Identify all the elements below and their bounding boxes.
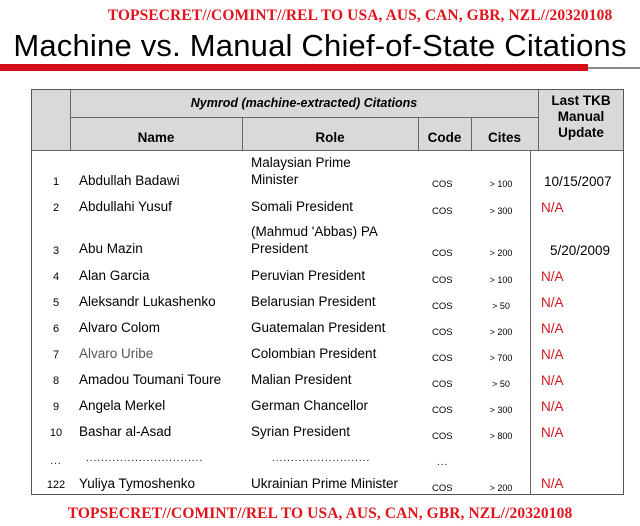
row-number: 7	[52, 349, 60, 361]
row-role: Colombian President	[251, 346, 377, 361]
header-divider-horizontal	[70, 117, 538, 118]
row-cites: > 100	[489, 275, 513, 285]
row-code: COS	[432, 179, 453, 190]
row-last-update: N/A	[541, 373, 564, 388]
row-cites: > 300	[489, 405, 513, 415]
row-code: COS	[432, 379, 453, 390]
row-cites: > 300	[489, 206, 513, 216]
ellipsis-name: ...............................	[86, 453, 204, 464]
row-name: Angela Merkel	[79, 398, 166, 413]
row-last-update: N/A	[541, 295, 564, 310]
row-cites: > 50	[492, 379, 510, 389]
row-number: 1	[52, 176, 60, 188]
row-number: 2	[52, 202, 60, 214]
citations-table	[31, 89, 624, 495]
row-role: Malian President	[251, 372, 352, 387]
row-code: COS	[432, 206, 453, 217]
row-name: Alvaro Colom	[79, 320, 161, 335]
row-cites: > 200	[489, 483, 513, 493]
row-name: Alvaro Uribe	[79, 346, 154, 361]
row-cites: > 800	[489, 431, 513, 441]
row-name: Abdullahi Yusuf	[79, 199, 172, 214]
row-last-update: N/A	[541, 321, 564, 336]
row-code: COS	[432, 327, 453, 338]
ellipsis-number: ...	[50, 456, 62, 467]
row-last-update: N/A	[541, 399, 564, 414]
row-name: Aleksandr Lukashenko	[79, 294, 216, 309]
ellipsis-role: ..........................	[272, 453, 371, 464]
title-underline-red	[0, 64, 588, 71]
row-role: Syrian President	[251, 424, 351, 439]
row-last-update: 5/20/2009	[550, 243, 611, 258]
column-header-name: Name	[137, 130, 175, 145]
row-code: COS	[432, 405, 453, 416]
row-role: Guatemalan President	[251, 320, 386, 335]
row-role: German Chancellor	[251, 398, 369, 413]
row-number: 3	[52, 245, 60, 257]
column-header-code: Code	[427, 130, 462, 145]
row-code: COS	[432, 483, 453, 494]
row-name: Yuliya Tymoshenko	[79, 476, 196, 491]
row-role: Somali President	[251, 199, 354, 214]
row-role: Ukrainian Prime Minister	[251, 476, 399, 491]
row-number: 10	[49, 427, 63, 439]
row-name: Bashar al-Asad	[79, 424, 172, 439]
row-name: Abdullah Badawi	[79, 173, 180, 188]
row-cites: > 700	[489, 353, 513, 363]
row-name: Alan Garcia	[79, 268, 150, 283]
header-bottom-line	[32, 150, 623, 151]
row-code: COS	[432, 431, 453, 442]
row-cites: > 50	[492, 301, 510, 311]
row-role-line2: Minister	[251, 172, 299, 187]
column-header-role: Role	[315, 130, 345, 145]
body-divider-update	[530, 150, 531, 495]
row-number: 4	[52, 271, 60, 283]
row-last-update: N/A	[541, 269, 564, 284]
ellipsis-code: ...	[437, 457, 449, 468]
title-underline-gray	[588, 67, 640, 69]
row-last-update: N/A	[541, 425, 564, 440]
row-code: COS	[432, 353, 453, 364]
row-code: COS	[432, 301, 453, 312]
classification-banner-top: TOPSECRET//COMINT//REL TO USA, AUS, CAN, GBR, NZL//20320108	[107, 7, 613, 24]
row-last-update: 10/15/2007	[544, 174, 612, 189]
row-role-line1: (Mahmud 'Abbas) PA	[251, 224, 378, 239]
row-number: 122	[46, 479, 66, 491]
row-number: 5	[52, 297, 60, 309]
group-header: Nymrod (machine-extracted) Citations	[190, 96, 418, 110]
row-role: Belarusian President	[251, 294, 376, 309]
last-update-header: Last TKB Manual Update	[551, 93, 611, 140]
row-name: Abu Mazin	[79, 241, 143, 256]
classification-banner-bottom: TOPSECRET//COMINT//REL TO USA, AUS, CAN, GBR, NZL//20320108	[67, 505, 573, 522]
row-code: COS	[432, 248, 453, 259]
row-role-line1: Malaysian Prime	[251, 155, 351, 170]
row-number: 8	[52, 375, 60, 387]
column-header-cites: Cites	[487, 130, 521, 145]
row-number: 9	[52, 401, 60, 413]
row-cites: > 100	[489, 179, 513, 189]
row-cites: > 200	[489, 327, 513, 337]
row-role: Peruvian President	[251, 268, 366, 283]
row-last-update: N/A	[541, 347, 564, 362]
row-role-line2: President	[251, 241, 309, 256]
row-number: 6	[52, 323, 60, 335]
row-last-update: N/A	[541, 476, 564, 491]
row-cites: > 200	[489, 248, 513, 258]
row-last-update: N/A	[541, 200, 564, 215]
row-code: COS	[432, 275, 453, 286]
slide-title: Machine vs. Manual Chief-of-State Citations	[13, 28, 627, 63]
row-name: Amadou Toumani Toure	[79, 372, 222, 387]
